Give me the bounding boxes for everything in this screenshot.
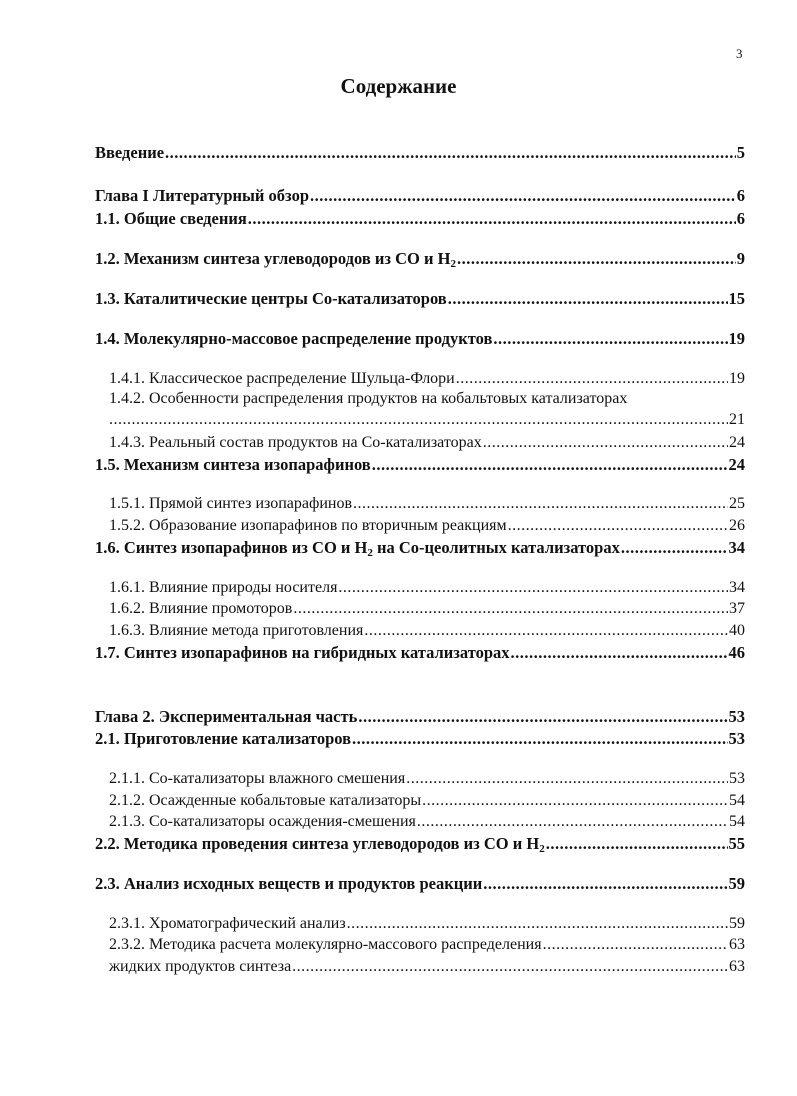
toc-entry-page: 26: [729, 517, 745, 534]
toc-entry-page: 59: [729, 915, 745, 932]
leader-dots: [293, 599, 728, 619]
toc-entry-page: 9: [736, 249, 745, 268]
toc-entry-page: 19: [728, 329, 745, 348]
toc-entry[interactable]: [109, 812, 745, 832]
leader-dots: [292, 957, 728, 977]
toc-entry-label: 2.1.3. Со-катализаторы осаждения-смешения: [109, 813, 416, 830]
toc-entry-label: 2.2. Методика проведения синтеза углеводородов из СО и $Н_2$: [95, 834, 545, 855]
leader-dots: [483, 874, 727, 894]
toc-entry-label: 1.6. Синтез изопарафинов из СО и $Н_2$ на Со-цеолитных катализаторах: [95, 538, 620, 559]
toc-entry-label: 2.1.1. Со-катализаторы влажного смешения: [109, 770, 406, 787]
toc-entry-page: 25: [729, 495, 745, 512]
toc-entry-page: 53: [728, 729, 745, 748]
toc-entry-label: 2.1.2. Осажденные кобальтовые катализаторы: [109, 792, 422, 809]
toc-entry-label: 1.2. Механизм синтеза углеводородов из СО и $Н_2$: [95, 249, 456, 270]
toc-entry[interactable]: [95, 249, 745, 269]
toc-entry-page: 40: [729, 622, 745, 639]
leader-dots: [508, 516, 728, 536]
toc-entry[interactable]: [95, 209, 745, 229]
leader-dots: [456, 369, 728, 389]
leader-dots: [352, 729, 727, 749]
toc-entry-label: 1.4.1. Классическое распределение Шульца-Флори: [109, 370, 455, 387]
toc-entry-label: Глава 2. Экспериментальная часть: [95, 707, 358, 726]
toc-entry[interactable]: [95, 186, 745, 206]
leader-dots: [353, 494, 728, 514]
leader-dots: [621, 538, 728, 558]
toc-entry[interactable]: [95, 455, 745, 475]
leader-dots: [165, 143, 736, 163]
toc-entry-page: 63: [729, 958, 745, 975]
toc-entry[interactable]: [109, 621, 745, 641]
toc-entry[interactable]: [95, 874, 745, 894]
leader-dots: [493, 329, 727, 349]
toc-entry-label: 1.5. Механизм синтеза изопарафинов: [95, 455, 371, 474]
leader-dots: [546, 834, 728, 854]
toc-entry[interactable]: [109, 935, 745, 955]
toc-entry-page: 19: [729, 370, 745, 387]
toc-entry-label: 1.5.2. Образование изопарафинов по вторичным реакциям: [109, 517, 507, 534]
toc-entry-label: 1.7. Синтез изопарафинов на гибридных катализаторах: [95, 643, 510, 662]
toc-entry-page: 54: [729, 792, 745, 809]
toc-entry[interactable]: [109, 516, 745, 536]
toc-entry[interactable]: [109, 769, 745, 789]
toc-entry-page: 15: [728, 289, 745, 308]
toc-entry-page: 63: [729, 936, 745, 953]
toc-entry-page: 59: [728, 874, 745, 893]
toc-entry[interactable]: [109, 914, 745, 934]
toc-entry[interactable]: [109, 957, 745, 977]
toc-entry-page: 6: [736, 186, 745, 205]
toc-entry-page: 53: [729, 770, 745, 787]
toc-entry-page: 24: [728, 455, 745, 474]
leader-dots: [448, 289, 728, 309]
toc-entry-label[interactable]: 1.4.2. Особенности распределения продуктов на кобальтовых катализаторах: [109, 390, 628, 407]
toc-entry-page: 46: [728, 643, 745, 662]
leader-dots: [372, 455, 728, 475]
leader-dots: [543, 935, 728, 955]
toc-entry-label: 1.3. Каталитические центры Со-катализаторов: [95, 289, 447, 308]
toc-entry-page: 24: [729, 434, 745, 451]
leader-dots: [457, 249, 736, 269]
toc-entry-label: 1.1. Общие сведения: [95, 209, 247, 228]
toc-entry[interactable]: [109, 369, 745, 389]
toc-entry-label: 2.1. Приготовление катализаторов: [95, 729, 352, 748]
toc-entry-page: 53: [728, 707, 745, 726]
toc-entry[interactable]: [95, 143, 745, 163]
toc-entry-label: Глава I Литературный обзор: [95, 186, 310, 205]
toc-entry-page: 54: [729, 813, 745, 830]
toc-entry[interactable]: [109, 578, 745, 598]
toc-entry-label: 2.3.2. Методика расчета молекулярно-массового распределения: [109, 936, 542, 953]
page-title: Содержание: [340, 74, 457, 98]
toc-entry-label: 2.3. Анализ исходных веществ и продуктов реакции: [95, 874, 483, 893]
toc-entry[interactable]: [95, 329, 745, 349]
toc-entry-label: 1.4. Молекулярно-массовое распределение продуктов: [95, 329, 493, 348]
leader-dots: [483, 433, 728, 453]
leader-dots: [417, 812, 728, 832]
toc-entry-page: 34: [728, 538, 745, 557]
toc-entry[interactable]: [95, 538, 745, 558]
toc-entry[interactable]: [109, 599, 745, 619]
toc-entry-label: 1.6.1. Влияние природы носителя: [109, 579, 338, 596]
leader-dots: [347, 914, 728, 934]
leader-dots: [511, 643, 728, 663]
toc-entry-label: 1.5.1. Прямой синтез изопарафинов: [109, 495, 353, 512]
toc-entry-label: жидких продуктов синтеза: [109, 958, 292, 975]
toc-entry[interactable]: [95, 729, 745, 749]
leader-dots: [422, 791, 728, 811]
toc-entry-page: 5: [736, 143, 745, 162]
toc-entry-label: Введение: [95, 143, 165, 162]
toc-entry-label: 2.3.1. Хроматографический анализ: [109, 915, 346, 932]
leader-dots: [310, 186, 736, 206]
toc-entry[interactable]: [109, 433, 745, 453]
toc-entry[interactable]: [95, 834, 745, 854]
toc-entry[interactable]: [95, 289, 745, 309]
page-number: 3: [736, 46, 743, 61]
toc-entry[interactable]: [95, 707, 745, 727]
leader-dots: [109, 410, 728, 430]
toc-entry[interactable]: [109, 410, 745, 430]
toc-entry[interactable]: [109, 494, 745, 514]
toc-entry[interactable]: [109, 791, 745, 811]
leader-dots: [248, 209, 736, 229]
toc-entry-label: 1.6.2. Влияние промоторов: [109, 600, 293, 617]
leader-dots: [364, 621, 728, 641]
toc-entry-page: 37: [729, 600, 745, 617]
toc-entry-page: 6: [736, 209, 745, 228]
leader-dots: [406, 769, 728, 789]
toc-entry-page: 21: [729, 411, 745, 428]
leader-dots: [358, 707, 727, 727]
leader-dots: [338, 578, 728, 598]
toc-entry-label: 1.4.3. Реальный состав продуктов на Со-катализаторах: [109, 434, 482, 451]
toc-entry[interactable]: [95, 643, 745, 663]
toc-entry-label: 1.6.3. Влияние метода приготовления: [109, 622, 364, 639]
toc-entry-page: 55: [728, 834, 745, 853]
toc-entry-page: 34: [729, 579, 745, 596]
